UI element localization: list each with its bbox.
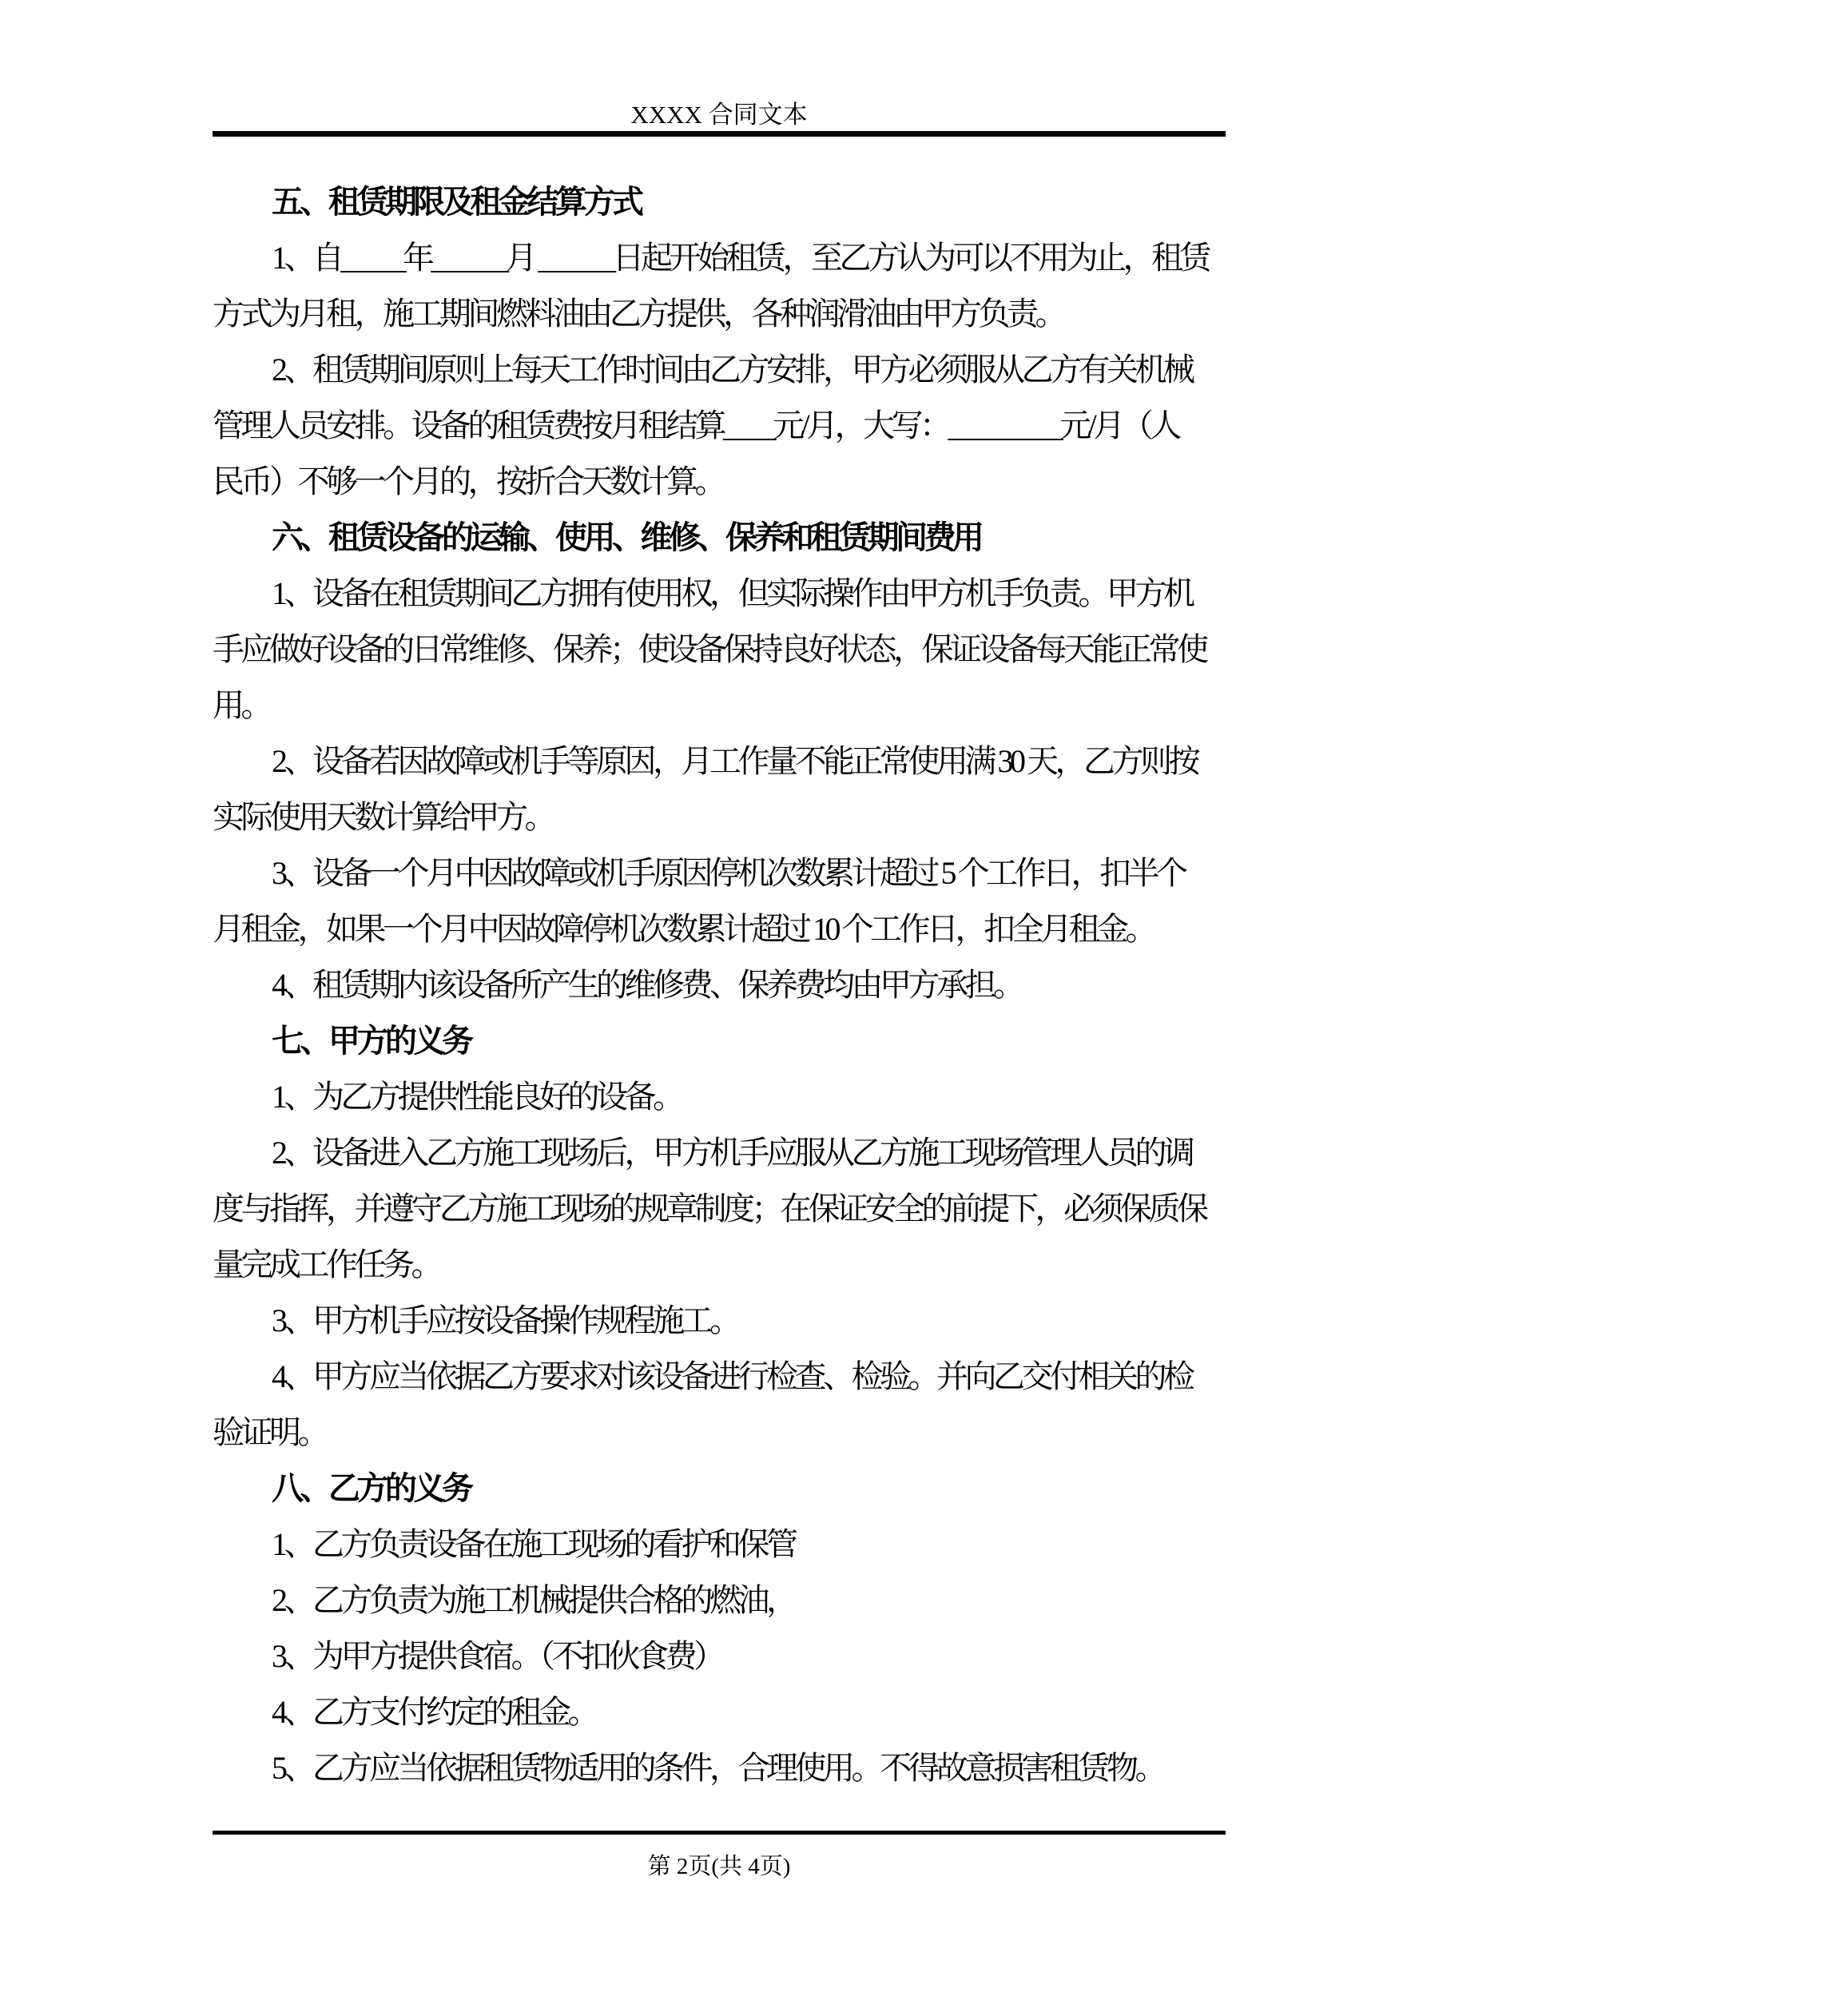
section-heading: 八、乙方的义务 — [272, 1470, 471, 1506]
contract-line: 1、为乙方提供性能良好的设备。 — [272, 1079, 682, 1115]
contract-line: 3、甲方机手应按设备操作规程施工。 — [272, 1302, 738, 1338]
header-title: XXXX 合同文本 — [630, 101, 808, 129]
contract-line: 2、设备进入乙方施工现场后，甲方机手应服从乙方施工现场管理人员的调 — [272, 1135, 1192, 1171]
section-heading: 五、租赁期限及租金结算方式 — [272, 184, 641, 220]
contract-body — [213, 174, 1259, 1796]
contract-line: 2、租赁期间原则上每天工作时间由乙方安排，甲方必须服从乙方有关机械 — [272, 352, 1192, 388]
footer-rule — [213, 1831, 1226, 1835]
contract-line: 4、租赁期内该设备所产生的维修费、保养费均由甲方承担。 — [272, 967, 1022, 1003]
contract-line: 验证明。 — [213, 1414, 326, 1450]
contract-line: 量完成工作任务。 — [213, 1247, 439, 1282]
contract-line: 实际使用天数计算给甲方。 — [213, 799, 553, 835]
contract-line: 2、乙方负责为施工机械提供合格的燃油， — [272, 1582, 795, 1618]
contract-line: 1、设备在租赁期间乙方拥有使用权，但实际操作由甲方机手负责。甲方机 — [272, 575, 1192, 611]
contract-line: 2、设备若因故障或机手等原因，月工作量不能正常使用满 30 天，乙方则按 — [272, 743, 1197, 779]
contract-line: 用。 — [213, 687, 269, 723]
contract-line: 方式为月租，施工期间燃料油由乙方提供，各种润滑油由甲方负责。 — [213, 296, 1063, 332]
contract-line: 1、乙方负责设备在施工现场的看护和保管 — [272, 1526, 795, 1562]
contract-line: 月租金，如果一个月中因故障停机次数累计超过 10 个工作日，扣全月租金。 — [213, 911, 1154, 947]
contract-line: 度与指挥，并遵守乙方施工现场的规章制度；在保证安全的前提下，必须保质保 — [213, 1191, 1206, 1227]
contract-line: 3、设备一个月中因故障或机手原因停机次数累计超过 5 个工作日，扣半个 — [272, 855, 1185, 891]
page-number: 第 2页(共 4页) — [647, 1854, 791, 1879]
contract-line: 民币）不够一个月的，按折合天数计算。 — [213, 463, 723, 499]
section-heading: 七、甲方的义务 — [272, 1023, 471, 1059]
contract-line: 管理人员安排。设备的租赁费按月租结算____元/月，大写：_________元/月（人 — [213, 408, 1178, 443]
contract-line: 手应做好设备的日常维修、保养；使设备保持良好状态，保证设备每天能正常使 — [213, 631, 1206, 667]
section-heading: 六、租赁设备的运输、使用、维修、保养和租赁期间费用 — [272, 519, 981, 555]
contract-line: 4、甲方应当依据乙方要求对该设备进行检查、检验。并向乙交付相关的检 — [272, 1358, 1192, 1394]
header-rule — [213, 131, 1226, 137]
contract-line: 5、乙方应当依据租赁物适用的条件，合理使用。不得故意损害租赁物。 — [272, 1750, 1163, 1786]
contract-line: 4、乙方支付约定的租金。 — [272, 1694, 596, 1730]
contract-line: 1、自_____年______月 ______日起开始租赁，至乙方认为可以不用为止，租赁 — [272, 240, 1208, 276]
contract-line: 3、为甲方提供食宿。（不扣伙食费） — [272, 1638, 722, 1674]
